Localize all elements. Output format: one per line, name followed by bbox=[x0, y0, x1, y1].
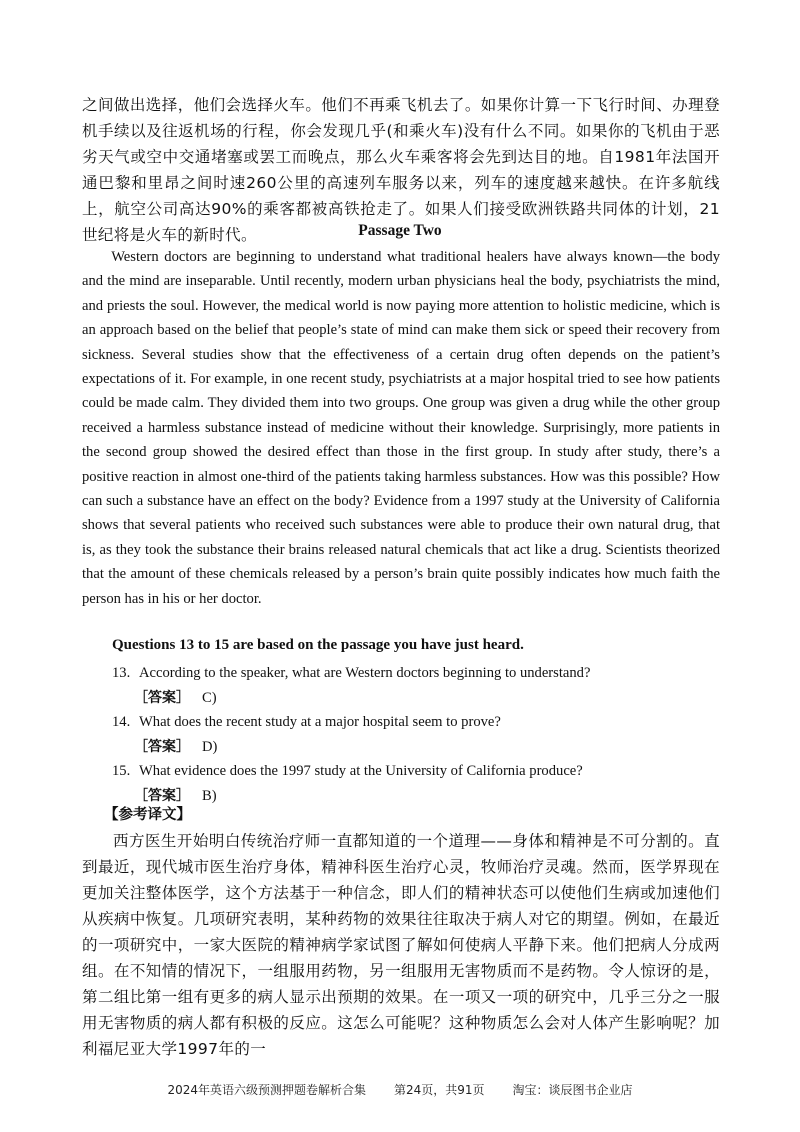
top-paragraph: 之间做出选择，他们会选择火车。他们不再乘飞机去了。如果你计算一下飞行时间、办理登机手续以及往返机场的行程，你会发现几乎(和乘火车)没有什么不同。如果你的飞机由于恶劣天气或空中交通堵塞或罢工而晚点，那么火车乘客将会先到达目的地。自1981年法国开通巴黎和里昂之间时速260公里的高速列车服务以来，列车的速度越来越快。在许多航线上，航空公司高达90%的乘客都被高铁抢走了。如果人们接受欧洲铁路共同体的计划，21世纪将是火车的新时代。 bbox=[82, 96, 720, 244]
question-text: What does the recent study at a major hospital seem to prove? bbox=[139, 714, 501, 730]
question-text: According to the speaker, what are Western doctors beginning to understand? bbox=[139, 665, 591, 681]
translation-text: 西方医生开始明白传统治疗师一直都知道的一个道理——身体和精神是不可分割的。直到最近，现代城市医生治疗身体，精神科医生治疗心灵，牧师治疗灵魂。然而，医学界现在更加关注整体医学，这个方法基于一种信念，即人们的精神状态可以使他们生病或加速他们从疾病中恢复。几项研究表明，某种药物的效果往往取决于病人对它的期望。例如，在最近的一项研究中，一家大医院的精神病学家试图了解如何使病人平静下来。他们把病人分成两组。在不知情的情况下，一组服用药物，另一组服用无害物质而不是药物。令人惊讶的是，第二组比第一组有更多的病人显示出预期的效果。在一项又一项的研究中，几乎三分之一服用无害物质的病人都有积极的反应。这怎么可能呢？这种物质怎么会对人体产生影响呢？加利福尼亚大学1997年的一 bbox=[82, 832, 720, 1058]
passage-text-block bbox=[82, 245, 720, 611]
questions-heading: Questions 13 to 15 are based on the passage you have just heard. bbox=[112, 637, 524, 653]
answer-value: D) bbox=[202, 739, 218, 755]
footer-shop: 淘宝：谈辰图书企业店 bbox=[512, 1083, 633, 1097]
footer-title: 2024年英语六级预测押题卷解析合集 bbox=[167, 1083, 366, 1097]
question-item bbox=[112, 710, 712, 759]
question-number: 15. bbox=[112, 763, 131, 779]
question-number: 13. bbox=[112, 665, 131, 681]
footer-page-number: 第24页，共91页 bbox=[393, 1083, 485, 1097]
answer-value: B) bbox=[202, 788, 217, 804]
answer-label: ［答案］ bbox=[134, 690, 190, 706]
passage-text: Western doctors are beginning to understand what traditional healers have always known—the body and the mind are inseparable. Until recently, modern urban physicians heal the body, psychiatrists the mind, and priests the soul. However, the medical world is now paying more attention to holistic medicine, which is an approach based on the belief that people’s state of mind can make them sick or speed their recovery from sickness. Several studies show that the effectiveness of a certain drug often depends on the patient’s expectations of it. For example, in one recent study, psychiatrists at a major hospital tried to see how patients could be made calm. They divided them into two groups. One group was given a drug while the other group received a harmless substance instead of medicine without their knowledge. Surprisingly, more patients in the second group showed the desired effect than those in the first group. In study after study, there’s a positive reaction in almost one-third of the patients taking harmless substances. How was this possible? How can such a substance have an effect on the body? Evidence from a 1997 study at the University of California shows that several patients who received such substances were able to produce their own natural drug, that is, as they took the substance their brains released natural chemicals that act like a drug. Scientists theorized that the amount of these chemicals released by a person’s brain quite possibly indicates how much faith the person has in his or her doctor. bbox=[82, 249, 720, 607]
question-number: 14. bbox=[112, 714, 131, 730]
translation-heading: 【参考译文】 bbox=[104, 807, 191, 823]
passage-title: Passage Two bbox=[358, 222, 442, 239]
question-list bbox=[112, 661, 712, 808]
question-text: What evidence does the 1997 study at the University of California produce? bbox=[139, 763, 583, 779]
page-footer bbox=[0, 1081, 800, 1098]
answer-value: C) bbox=[202, 690, 217, 706]
question-item bbox=[112, 661, 712, 710]
answer-label: ［答案］ bbox=[134, 739, 190, 755]
translation-block bbox=[82, 828, 720, 1062]
question-item bbox=[112, 759, 712, 808]
answer-label: ［答案］ bbox=[134, 788, 190, 804]
